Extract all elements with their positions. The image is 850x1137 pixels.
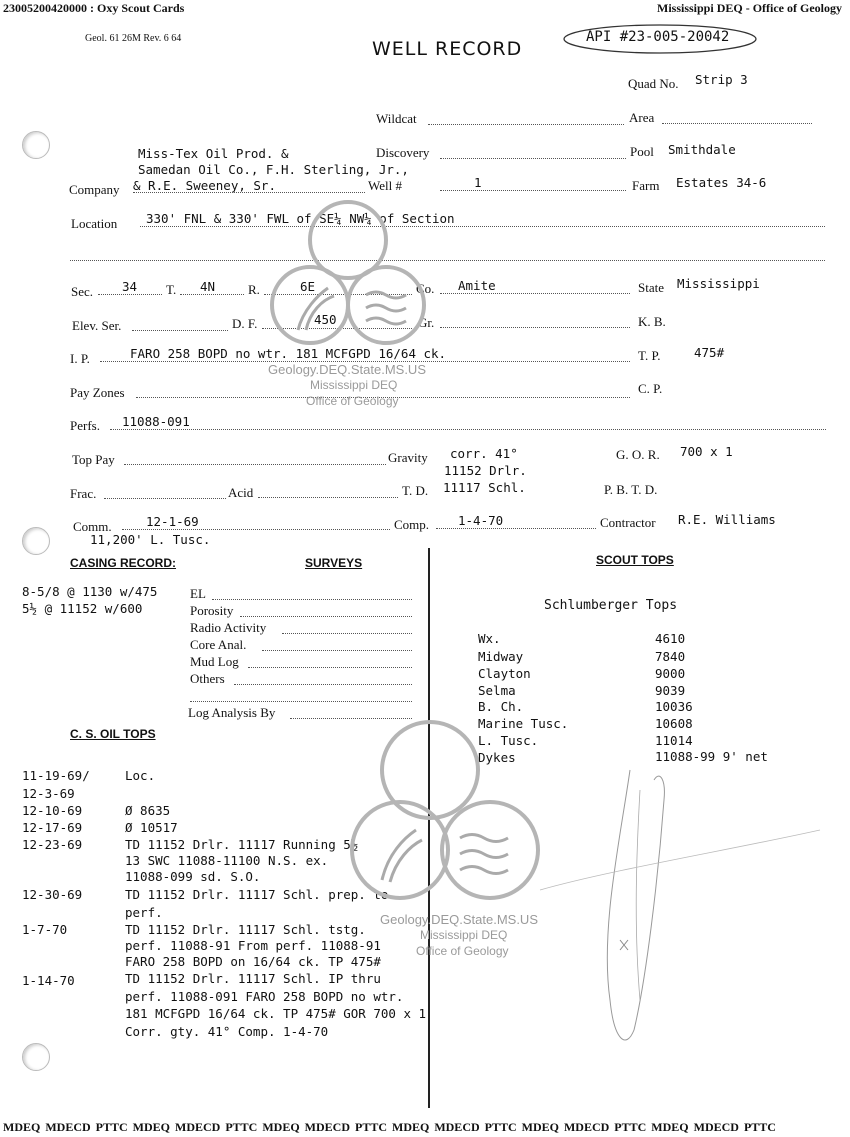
comm-line [122, 517, 390, 530]
label-state: State [638, 280, 664, 295]
company-line [133, 180, 365, 193]
entry-line: Ø 10517 [125, 820, 178, 835]
casing-heading: CASING RECORD: [70, 556, 177, 570]
label-co: Co. [416, 281, 435, 296]
entry-line: perf. 11088-091 FARO 258 BOPD no wtr. [125, 989, 404, 1004]
label-wildcat: Wildcat [376, 111, 417, 126]
value-tp: 475# [694, 345, 725, 360]
value-t: 4N [200, 279, 216, 294]
top-depth: 10608 [655, 716, 693, 731]
top-depth: 9039 [655, 683, 686, 698]
top-name: Midway [478, 649, 524, 664]
value-df: 450 [314, 312, 337, 327]
value-location: 330' FNL & 330' FWL of SE¼ NW¼ of Section [146, 211, 455, 226]
value-state: Mississippi [677, 276, 760, 291]
frac-line [104, 486, 226, 499]
survey-item: Mud Log [190, 654, 239, 669]
survey-line [240, 604, 412, 617]
value-contractor: R.E. Williams [678, 512, 776, 527]
label-tp: T. P. [638, 348, 661, 363]
label-df: D. F. [232, 316, 258, 331]
value-comp: 1-4-70 [458, 513, 504, 528]
entry-line: 13 SWC 11088-11100 N.S. ex. [125, 853, 329, 868]
label-kb: K. B. [638, 314, 666, 329]
value-quad-no: Strip 3 [695, 72, 748, 87]
label-area: Area [629, 110, 655, 125]
acid-line [258, 485, 398, 498]
location-line [140, 214, 825, 227]
watermark-logo-icon [248, 200, 448, 360]
label-pool: Pool [630, 144, 654, 159]
watermark-org: Mississippi DEQ [310, 378, 398, 392]
form-code: Geol. 61 26M Rev. 6 64 [85, 33, 182, 44]
survey-line [290, 706, 412, 719]
watermark-logo-icon [350, 720, 550, 910]
survey-item: Log Analysis By [188, 705, 276, 720]
company-line-1: Miss-Tex Oil Prod. & [138, 146, 289, 161]
entry-date: 12-3-69 [22, 786, 75, 801]
entry-date: 1-14-70 [22, 973, 75, 988]
co-line [440, 281, 630, 294]
casing-line: 5½ @ 11152 w/600 [22, 601, 143, 616]
survey-line [248, 655, 412, 668]
value-farm: Estates 34-6 [676, 175, 767, 190]
sec-line [98, 282, 162, 295]
wildcat-line [428, 112, 624, 125]
top-depth: 4610 [655, 631, 686, 646]
casing-line: 8-5/8 @ 1130 w/475 [22, 584, 158, 599]
label-sec: Sec. [71, 284, 94, 299]
label-well-no: Well # [368, 178, 402, 193]
label-perfs: Perfs. [70, 418, 100, 433]
label-pay-zones: Pay Zones [70, 385, 125, 400]
value-gor: 700 x 1 [680, 444, 733, 459]
entry-line: perf. 11088-91 From perf. 11088-91 [125, 938, 381, 953]
watermark-office: Office of Geology [306, 394, 399, 408]
value-ip: FARO 258 BOPD no wtr. 181 MCFGPD 16/64 ck. [130, 346, 447, 361]
label-top-pay: Top Pay [72, 452, 115, 467]
label-gor: G. O. R. [616, 447, 660, 462]
value-comm: 12-1-69 [146, 514, 199, 529]
survey-item: Radio Activity [190, 620, 267, 635]
punch-hole [22, 527, 50, 555]
perfs-line [110, 417, 826, 430]
label-ip: I. P. [70, 351, 90, 366]
label-discovery: Discovery [376, 145, 430, 160]
entry-line: perf. [125, 905, 163, 920]
value-sec: 34 [122, 279, 138, 294]
surveys-heading: SURVEYS [305, 556, 363, 570]
label-comp: Comp. [394, 517, 430, 532]
label-farm: Farm [632, 178, 660, 193]
t-line [180, 282, 244, 295]
top-depth: 11014 [655, 733, 693, 748]
survey-line [262, 638, 412, 651]
survey-item: Others [190, 671, 225, 686]
area-line [662, 111, 812, 124]
label-frac: Frac. [70, 486, 97, 501]
entry-date: 11-19-69/ [22, 768, 90, 783]
entry-line: TD 11152 Drlr. 11117 Running 5½ [125, 837, 359, 852]
survey-line [234, 672, 412, 685]
company-line-3: & R.E. Sweeney, Sr. [133, 178, 276, 193]
top-depth: 7840 [655, 649, 686, 664]
scout-tops-heading: SCOUT TOPS [596, 553, 674, 567]
label-gravity: Gravity [388, 450, 428, 465]
top-depth: 9000 [655, 666, 686, 681]
entry-date: 12-30-69 [22, 887, 83, 902]
watermark-office: Office of Geology [416, 944, 509, 958]
gr-line [440, 315, 630, 328]
entry-line: Corr. gty. 41° Comp. 1-4-70 [125, 1024, 329, 1039]
label-r: R. [248, 282, 260, 297]
survey-line [212, 587, 412, 600]
header-left: 23005200420000 : Oxy Scout Cards [3, 1, 185, 15]
top-name: L. Tusc. [478, 733, 539, 748]
top-pay-line [124, 452, 386, 465]
discovery-line [440, 146, 626, 159]
watermark-org: Mississippi DEQ [420, 928, 508, 942]
scout-tops-subheading: Schlumberger Tops [544, 598, 678, 613]
top-name: Marine Tusc. [478, 716, 569, 731]
entry-date: 1-7-70 [22, 922, 68, 937]
page-title: WELL RECORD [372, 38, 523, 60]
api-number: API #23-005-20042 [586, 29, 730, 45]
label-contractor: Contractor [600, 515, 656, 530]
well-line [440, 178, 626, 191]
top-depth: 10036 [655, 699, 693, 714]
entry-line: 181 MCFGPD 16/64 ck. TP 475# GOR 700 x 1 [125, 1006, 427, 1021]
label-company: Company [69, 182, 120, 197]
survey-item: Core Anal. [190, 637, 247, 652]
label-quad-no: Quad No. [628, 76, 679, 91]
value-td-schl: 11117 Schl. [443, 480, 526, 495]
value-pool: Smithdale [668, 142, 736, 157]
survey-item: Porosity [190, 603, 234, 618]
entry-line: Loc. [125, 768, 156, 783]
label-td: T. D. [402, 483, 429, 498]
tusc-note: 11,200' L. Tusc. [90, 532, 211, 547]
value-well-no: 1 [474, 175, 482, 190]
entry-date: 12-10-69 [22, 803, 83, 818]
survey-line [282, 621, 412, 634]
comp-line [436, 516, 596, 529]
punch-hole [22, 131, 50, 159]
header-right: Mississippi DEQ - Office of Geology [657, 1, 842, 15]
entry-date: 12-23-69 [22, 837, 83, 852]
watermark-url: Geology.DEQ.State.MS.US [380, 912, 538, 927]
punch-hole [22, 1043, 50, 1071]
top-name: Clayton [478, 666, 531, 681]
label-pbtd: P. B. T. D. [604, 482, 658, 497]
value-gravity: corr. 41° [450, 446, 518, 461]
watermark-url: Geology.DEQ.State.MS.US [268, 362, 426, 377]
entry-line: TD 11152 Drlr. 11117 Schl. tstg. [125, 922, 366, 937]
entry-line: TD 11152 Drlr. 11117 Schl. prep. to [125, 887, 389, 902]
label-cp: C. P. [638, 381, 663, 396]
label-location: Location [71, 216, 118, 231]
value-r: 6E [300, 279, 316, 294]
label-comm: Comm. [73, 519, 112, 534]
company-line-2: Samedan Oil Co., F.H. Sterling, Jr., [138, 162, 409, 177]
survey-line [190, 689, 412, 702]
cs-oil-tops-heading: C. S. OIL TOPS [70, 727, 156, 741]
label-acid: Acid [228, 485, 254, 500]
survey-item: EL [190, 586, 206, 601]
label-gr: Gr. [418, 315, 435, 330]
top-name: Wx. [478, 631, 501, 646]
entry-date: 12-17-69 [22, 820, 83, 835]
top-name: Selma [478, 683, 516, 698]
entry-line: Ø 8635 [125, 803, 171, 818]
top-name: Dykes [478, 750, 516, 765]
footer-strip: MDEQ MDECD PTTC MDEQ MDECD PTTC MDEQ MDECD PTTC MDEQ MDECD PTTC MDEQ MDECD PTTC MDEQ MDECD PTTC [3, 1120, 776, 1134]
top-depth: 11088-99 9' net [655, 749, 768, 764]
label-t: T. [166, 282, 177, 297]
pencil-scribble-icon [530, 760, 830, 1090]
entry-line: 11088-099 sd. S.O. [125, 869, 261, 884]
elev-line [132, 318, 228, 331]
value-co: Amite [458, 278, 496, 293]
entry-line: TD 11152 Drlr. 11117 Schl. IP thru [125, 971, 381, 986]
value-perfs: 11088-091 [122, 414, 190, 429]
entry-line: FARO 258 BOPD on 16/64 ck. TP 475# [125, 954, 381, 969]
label-elev-ser: Elev. Ser. [72, 318, 122, 333]
top-name: B. Ch. [478, 699, 524, 714]
value-td-drlr: 11152 Drlr. [444, 463, 527, 478]
